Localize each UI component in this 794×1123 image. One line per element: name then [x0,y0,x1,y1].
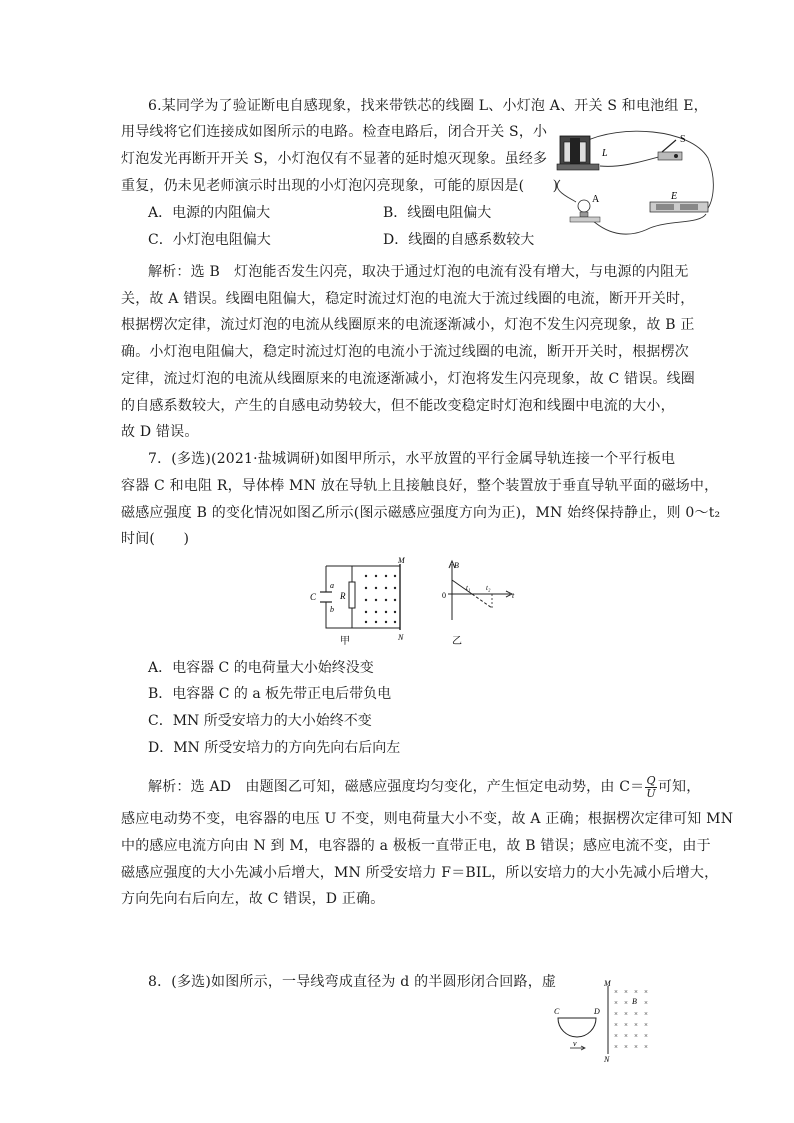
svg-text:×: × [614,1043,618,1051]
q8-line-1: 8．(多选)如图所示，一导线弯成直径为 d 的半圆形闭合回路，虚 [148,974,557,990]
coil-l-icon [557,136,599,170]
label-d-point: D [594,1007,600,1016]
q6-analysis-line-7: 故 D 错误。 [121,424,199,440]
resistor-r-icon [349,582,355,608]
svg-text:×: × [634,1021,638,1029]
q6-analysis-line-3: 根据楞次定律，流过灯泡的电流从线圈原来的电流逐渐减小，灯泡不发生闪亮现象，故 B 正 [121,317,695,333]
label-a-plate: a [330,581,334,590]
svg-text:×: × [644,999,648,1007]
svg-text:×: × [624,1010,628,1018]
tick-t2: t₂ [486,584,491,592]
label-b-plate: b [330,605,334,614]
label-r: R [340,591,346,601]
svg-text:×: × [614,1021,618,1029]
svg-text:×: × [614,1010,618,1018]
fraction-denominator: U [646,786,656,800]
fraction-q-over-u [645,775,656,800]
svg-text:×: × [624,999,628,1007]
svg-text:×: × [624,1021,628,1029]
svg-text:×: × [634,1032,638,1040]
magnetic-field-dots [365,575,396,623]
svg-text:×: × [644,988,648,996]
q7-analysis-line-1-pre: 解析：选 AD 由题图乙可知，磁感应强度均匀变化，产生恒定电动势，由 C＝ [148,779,645,795]
q7-figure-yi [440,558,520,650]
q6-line-3: 灯泡发光再断开开关 S，小灯泡仅有不显著的延时熄灭现象。虽经多 [121,151,548,167]
fraction-numerator: Q [646,773,656,787]
svg-text:×: × [634,1043,638,1051]
q7-option-b: B．电容器 C 的 a 板先带正电后带负电 [148,686,392,702]
axis-label-b: B [454,561,459,570]
caption-yi: 乙 [452,636,462,647]
q6-line-1: 6.某同学为了验证断电自感现象，找来带铁芯的线圈 L、小灯泡 A、开关 S 和电池组 E， [148,98,708,114]
q7-option-c: C．MN 所受安培力的大小始终不变 [148,713,372,729]
svg-text:×: × [624,988,628,996]
q7-analysis-line-1 [148,774,700,800]
axis-label-t: t [512,591,515,600]
label-c-point: C [554,1007,560,1016]
q6-circuit-figure [540,128,720,238]
label-m: M [398,556,405,565]
label-c: C [310,592,317,602]
caption-jia: 甲 [340,636,350,646]
wire-switch [600,156,662,166]
q6-analysis-line-1: 解析：选 B 灯泡能否发生闪亮，取决于通过灯泡的电流有没有增大，与电源的内阻无 [148,264,689,280]
svg-text:×: × [634,988,638,996]
label-m-boundary: M [604,979,611,988]
q6-line-4: 重复，仍未见老师演示时出现的小灯泡闪亮现象，可能的原因是( ) [121,178,559,194]
svg-text:×: × [634,1010,638,1018]
label-velocity-v: v [573,1039,577,1048]
q7-analysis-line-1-post: 可知， [657,779,701,795]
svg-text:×: × [644,1010,648,1018]
q6-analysis-line-4: 确。小灯泡电阻偏大，稳定时流过灯泡的电流小于流过线圈的电流，断开开关时，根据楞次 [121,344,689,360]
q7-analysis-line-3: 中的感应电流方向由 N 到 M，电容器的 a 极板一直带正电，故 B 错误；感应电流不变，由于 [121,838,711,854]
q6-analysis-line-2: 关，故 A 错误。线圈电阻偏大，稳定时流过灯泡的电流大于流过线圈的电流，断开开关时， [121,291,695,307]
switch-s-icon [658,140,682,160]
q7-option-a: A．电容器 C 的电荷量大小始终没变 [148,660,374,676]
origin-label: 0 [442,591,446,600]
svg-text:×: × [644,1043,648,1051]
b-line-dashed [472,594,492,608]
label-a: A [592,194,600,205]
label-field-b: B [632,997,637,1006]
q7-line-2: 容器 C 和电阻 R，导体棒 MN 放在导轨上且接触良好，整个装置放于垂直导轨平面的磁场中， [121,478,719,494]
svg-text:×: × [624,1032,628,1040]
svg-text:×: × [614,1032,618,1040]
svg-text:×: × [644,1021,648,1029]
wire-left [557,180,576,202]
q7-line-1: 7．(多选)(2021·盐城调研)如图甲所示，水平放置的平行金属导轨连接一个平行板电 [148,451,676,467]
q7-option-d: D．MN 所受安培力的方向先向右后向左 [148,740,401,756]
label-n-boundary: N [604,1055,610,1064]
label-s: S [680,134,686,145]
q6-option-c: C．小灯泡电阻偏大 [148,232,271,248]
battery-e-icon [650,202,708,212]
label-n: N [398,633,404,642]
q7-line-3: 磁感应强度 B 的变化情况如图乙所示(图示磁感应强度方向为正)，MN 始终保持静止，则 0～t₂ [121,505,721,521]
tick-t1: t₁ [466,584,471,592]
label-e: E [671,191,678,202]
semicircle-loop [558,1018,596,1037]
q7-analysis-line-2: 感应电动势不变，电容器的电压 U 不变，则电荷量大小不变，故 A 正确；根据楞次定律可知 MN [121,811,734,827]
q7-figure-jia [300,556,420,646]
wire-top [584,131,713,210]
q6-option-d: D．线圈的自感系数较大 [383,232,535,248]
svg-text:×: × [624,1043,628,1051]
q6-option-a: A．电源的内阻偏大 [148,205,271,221]
q7-analysis-line-4: 磁感应强度的大小先减小后增大，MN 所受安培力 F＝BIL，所以安培力的大小先减小后增大， [121,865,719,881]
magnetic-field-crosses [614,988,648,1051]
q6-analysis-line-6: 的自感系数较大，产生的自感电动势较大，但不能改变稳定时灯泡和线圈中电流的大小， [121,398,675,414]
q7-analysis-line-5: 方向先向右后向左，故 C 错误，D 正确。 [121,891,385,907]
svg-text:×: × [614,988,618,996]
q6-line-2: 用导线将它们连接成如图所示的电路。检查电路后，闭合开关 S，小 [121,124,548,140]
label-l: L [602,148,608,159]
q6-analysis-line-5: 定律，流过灯泡的电流从线圈原来的电流逐渐减小，灯泡将发生闪亮现象，故 C 错误。线圈 [121,371,696,387]
q8-figure [548,976,668,1066]
svg-text:×: × [614,999,618,1007]
q6-option-b: B．线圈电阻偏大 [383,205,492,221]
q7-line-4: 时间( ) [121,531,190,547]
wire-bottom [592,214,706,234]
svg-text:×: × [644,1032,648,1040]
